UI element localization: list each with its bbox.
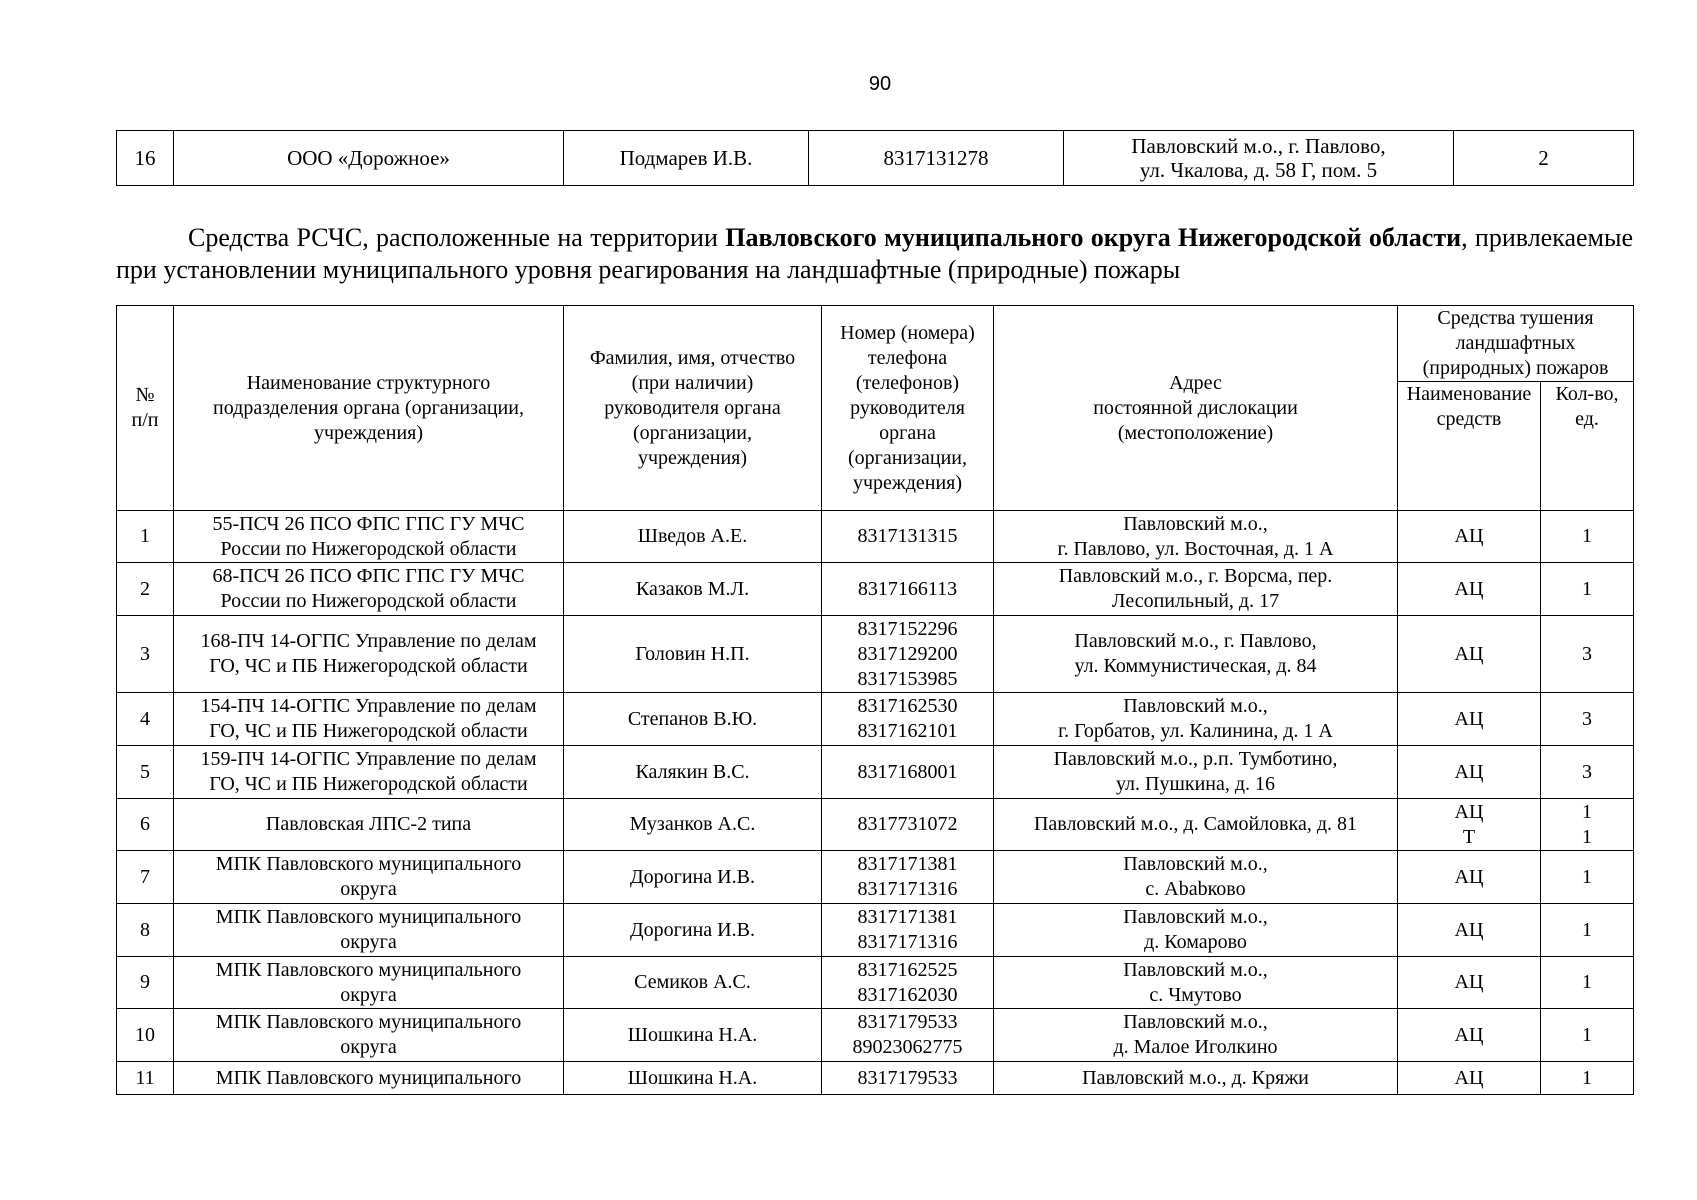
header-head: Фамилия, имя, отчество (при наличии) руководителя органа (организации, учреждения)	[564, 306, 822, 511]
cell-address: Павловский м.о., г. Горбатов, ул. Калинина, д. 1 А	[994, 693, 1398, 746]
cell-address: Павловский м.о., с. Чмутово	[994, 957, 1398, 1009]
header-row	[117, 306, 1634, 382]
cell-address: Павловский м.о., д. Малое Иголкино	[994, 1009, 1398, 1062]
cell-org: 55-ПСЧ 26 ПСО ФПС ГПС ГУ МЧС России по Нижегородской области	[174, 511, 564, 563]
cell-num: 2	[117, 563, 174, 616]
cell-head: Дорогина И.В.	[564, 851, 822, 904]
header-means-group: Средства тушения ландшафтных (природных) пожаров	[1398, 306, 1634, 382]
cell-org: МПК Павловского муниципального округа	[174, 851, 564, 904]
cell-count: 1	[1541, 904, 1634, 957]
header-address: Адрес постоянной дислокации (местоположение)	[994, 306, 1398, 511]
cell-head: Шведов А.Е.	[564, 511, 822, 563]
table-row	[117, 1062, 1634, 1095]
cell-head: Семиков А.С.	[564, 957, 822, 1009]
table-row	[117, 616, 1634, 693]
cell-phone: 8317152296 8317129200 8317153985	[822, 616, 994, 693]
cell-means: АЦ	[1398, 511, 1541, 563]
heading-part2: , привлекаемые при установлении муниципального уровня реагирования на ландшафтные (природные) пожары	[116, 223, 1633, 284]
cell-num: 16	[117, 131, 174, 186]
cell-head: Дорогина И.В.	[564, 904, 822, 957]
cell-num: 8	[117, 904, 174, 957]
cell-address: Павловский м.о., д. Самойловка, д. 81	[994, 799, 1398, 851]
cell-org: 154-ПЧ 14-ОГПС Управление по делам ГО, ЧС и ПБ Нижегородской области	[174, 693, 564, 746]
cell-head: Музанков А.С.	[564, 799, 822, 851]
cell-count: 2	[1454, 131, 1634, 186]
cell-address: Павловский м.о., д. Кряжи	[994, 1062, 1398, 1095]
table-row	[117, 904, 1634, 957]
table-row	[117, 131, 1634, 186]
heading-part1: Средства РСЧС, расположенные на территории	[188, 223, 726, 252]
table-row	[117, 563, 1634, 616]
table-row	[117, 746, 1634, 799]
cell-num: 1	[117, 511, 174, 563]
cell-num: 6	[117, 799, 174, 851]
cell-head: Степанов В.Ю.	[564, 693, 822, 746]
cell-org: МПК Павловского муниципального округа	[174, 1009, 564, 1062]
cell-means: АЦ	[1398, 693, 1541, 746]
header-phone: Номер (номера) телефона (телефонов) руководителя органа (организации, учреждения)	[822, 306, 994, 511]
cell-means: АЦ	[1398, 957, 1541, 1009]
cell-count: 1	[1541, 1062, 1634, 1095]
cell-phone: 8317179533 89023062775	[822, 1009, 994, 1062]
cell-address: Павловский м.о., г. Ворсма, пер. Лесопильный, д. 17	[994, 563, 1398, 616]
cell-head: Калякин В.С.	[564, 746, 822, 799]
cell-means: АЦ	[1398, 1062, 1541, 1095]
cell-means: АЦ	[1398, 746, 1541, 799]
header-means-count: Кол-во, ед.	[1541, 382, 1634, 511]
heading-bold: Павловского муниципального округа Нижегородской области	[725, 223, 1462, 252]
cell-head: Казаков М.Л.	[564, 563, 822, 616]
cell-phone: 8317166113	[822, 563, 994, 616]
cell-count: 3	[1541, 746, 1634, 799]
cell-address: Павловский м.о., р.п. Тумботино, ул. Пушкина, д. 16	[994, 746, 1398, 799]
cell-count: 3	[1541, 693, 1634, 746]
table-body	[117, 511, 1634, 1095]
cell-count: 1	[1541, 851, 1634, 904]
table-row	[117, 693, 1634, 746]
cell-org: МПК Павловского муниципального	[174, 1062, 564, 1095]
cell-means: АЦ	[1398, 616, 1541, 693]
header-means-name: Наименование средств	[1398, 382, 1541, 511]
header-num: № п/п	[117, 306, 174, 511]
section-heading	[116, 222, 1633, 286]
cell-num: 4	[117, 693, 174, 746]
cell-address: Павловский м.о., д. Комарово	[994, 904, 1398, 957]
table-row	[117, 1009, 1634, 1062]
table-row	[117, 799, 1634, 851]
cell-address: Павловский м.о., г. Павлово, ул. Восточная, д. 1 А	[994, 511, 1398, 563]
cell-means: АЦ Т	[1398, 799, 1541, 851]
cell-org: 68-ПСЧ 26 ПСО ФПС ГПС ГУ МЧС России по Нижегородской области	[174, 563, 564, 616]
cell-head: Головин Н.П.	[564, 616, 822, 693]
table-row	[117, 851, 1634, 904]
page-number: 90	[868, 73, 892, 95]
cell-num: 11	[117, 1062, 174, 1095]
cell-means: АЦ	[1398, 904, 1541, 957]
cell-phone: 8317179533	[822, 1062, 994, 1095]
continued-table	[116, 130, 1634, 186]
cell-org: 168-ПЧ 14-ОГПС Управление по делам ГО, ЧС и ПБ Нижегородской области	[174, 616, 564, 693]
cell-head: Подмарев И.В.	[564, 131, 809, 186]
cell-count: 1	[1541, 1009, 1634, 1062]
cell-count: 1	[1541, 957, 1634, 1009]
cell-phone: 8317131278	[809, 131, 1064, 186]
cell-num: 5	[117, 746, 174, 799]
cell-org: МПК Павловского муниципального округа	[174, 904, 564, 957]
cell-count: 3	[1541, 616, 1634, 693]
cell-phone: 8317171381 8317171316	[822, 851, 994, 904]
cell-org: 159-ПЧ 14-ОГПС Управление по делам ГО, ЧС и ПБ Нижегородской области	[174, 746, 564, 799]
cell-head: Шошкина Н.А.	[564, 1062, 822, 1095]
cell-address: Павловский м.о., г. Павлово, ул. Коммунистическая, д. 84	[994, 616, 1398, 693]
table-row	[117, 957, 1634, 1009]
cell-address: Павловский м.о., г. Павлово, ул. Чкалова, д. 58 Г, пом. 5	[1064, 131, 1454, 186]
cell-means: АЦ	[1398, 851, 1541, 904]
cell-phone: 8317171381 8317171316	[822, 904, 994, 957]
cell-head: Шошкина Н.А.	[564, 1009, 822, 1062]
cell-count: 1 1	[1541, 799, 1634, 851]
table-row	[117, 511, 1634, 563]
cell-org: Павловская ЛПС-2 типа	[174, 799, 564, 851]
cell-means: АЦ	[1398, 1009, 1541, 1062]
resources-table	[116, 305, 1634, 1095]
cell-num: 9	[117, 957, 174, 1009]
header-org: Наименование структурного подразделения органа (организации, учреждения)	[174, 306, 564, 511]
cell-num: 7	[117, 851, 174, 904]
cell-org: ООО «Дорожное»	[174, 131, 564, 186]
cell-address: Павловский м.о., с. Ababково	[994, 851, 1398, 904]
cell-count: 1	[1541, 563, 1634, 616]
cell-phone: 8317168001	[822, 746, 994, 799]
cell-phone: 8317162525 8317162030	[822, 957, 994, 1009]
cell-phone: 8317162530 8317162101	[822, 693, 994, 746]
cell-means: АЦ	[1398, 563, 1541, 616]
cell-num: 3	[117, 616, 174, 693]
cell-phone: 8317131315	[822, 511, 994, 563]
cell-num: 10	[117, 1009, 174, 1062]
cell-count: 1	[1541, 511, 1634, 563]
cell-phone: 8317731072	[822, 799, 994, 851]
cell-org: МПК Павловского муниципального округа	[174, 957, 564, 1009]
